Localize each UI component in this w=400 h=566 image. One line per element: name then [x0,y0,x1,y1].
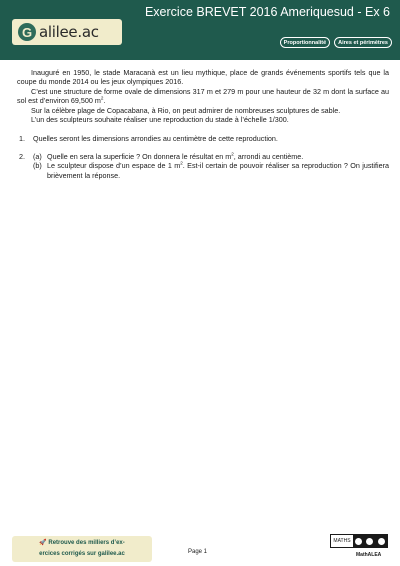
intro-paragraph: Inauguré en 1950, le stade Maracanà est un lieu mythique, place de grands événements sportifs tels que la coupe du monde 2014 ou les jeux olympiques 2016. [17,68,389,87]
tag-proportionnalite[interactable]: Proportionnalité [280,37,330,48]
page-header [0,0,400,60]
exercise-body [17,68,389,180]
question-2-number: 2. [19,151,25,161]
copacabana-paragraph: Sur la célèbre plage de Copacabana, à Rio, on peut admirer de nombreuses sculptures de sable. [31,105,341,115]
cc-icons [353,535,387,547]
scale-paragraph: L’un des sculpteurs souhaite réaliser une reproduction du stade à l’échelle 1/300. [31,115,289,125]
question-1 [17,134,389,143]
question-1-number: 1. [19,134,25,144]
page-number: Page 1 [188,549,208,555]
sa-icon [378,538,385,545]
promo-line-1: 🚀 Retrouve des milliers d’ex- [39,540,125,546]
question-2 [17,152,389,180]
cc-icon [355,538,362,545]
galilee-logo-text: alilee.ac [39,23,99,41]
question-2a-text: Quelle en sera la superficie ? On donnera le résultat en $m^2$, arrondi au centième. [47,151,304,161]
galilee-logo[interactable] [12,19,122,45]
question-2b-text: Le sculpteur dispose d’un espace de 1 $m^2$. Est-il certain de pouvoir réaliser sa reproduction ? On justifiera brièvement la réponse. [47,160,390,180]
galilee-promo-link[interactable] [12,536,152,562]
structure-paragraph: C’est une structure de forme ovale de dimensions 317 m et 279 m pour une hauteur de 32 m dont la surface au sol est d’environ 69,500 $m^2$. [17,86,389,106]
question-2a-letter: (a) [33,151,42,161]
mathalea-brand: MathALEA [356,552,382,558]
badge-label: MATHS [331,535,353,547]
question-2b [33,161,389,180]
question-1-text: Quelles seront les dimensions arrondies au centimètre de cette reproduction. [33,134,278,144]
by-icon [366,538,373,545]
tag-aires-perimetres[interactable]: Aires et périmètres [334,37,392,48]
exercise-title: Exercice BREVET 2016 Ameriquesud - Ex 6 [144,5,390,19]
question-2a [33,152,389,161]
cc-license-badge[interactable] [330,534,388,548]
question-2b-letter: (b) [33,161,42,171]
question-2-parts [33,152,389,180]
promo-line-2: ercices corrigés sur galilee.ac [39,551,125,557]
tag-list [280,37,392,48]
galilee-logo-icon: G [18,23,36,41]
